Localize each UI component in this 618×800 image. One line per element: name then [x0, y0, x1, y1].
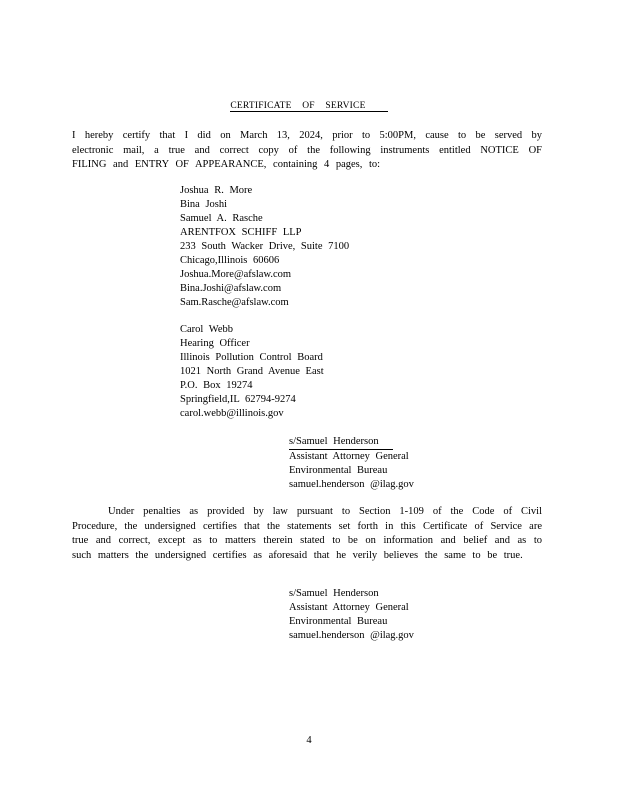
recipient-2-line: 1021 North Grand Avenue East — [180, 366, 324, 377]
recipient-1-line: Samuel A. Rasche — [180, 213, 263, 224]
signature-name: s/Samuel Henderson — [289, 435, 393, 450]
document-title — [0, 101, 618, 111]
page-number: 4 — [306, 735, 312, 746]
recipient-1-line: Bina Joshi — [180, 199, 228, 210]
signature-bureau: Environmental Bureau — [289, 465, 388, 476]
intro-paragraph: I hereby certify that I did on March 13, 2024, prior to 5:00PM, cause to be served by electronic mail, a true and correct copy of the following instruments entitled NOTICE OF FILING and ENTRY OF APPEARANCE, containing 4 pages, to: — [72, 130, 542, 170]
signature-title: Assistant Attorney General — [289, 451, 409, 462]
signature-title: Assistant Attorney General — [289, 602, 409, 613]
recipient-2-line: Carol Webb — [180, 324, 233, 335]
recipient-1-line: Joshua R. More — [180, 185, 253, 196]
recipient-1-line: ARENTFOX SCHIFF LLP — [180, 227, 302, 238]
recipient-2-line: Hearing Officer — [180, 338, 250, 349]
signature-email: samuel.henderson @ilag.gov — [289, 479, 414, 490]
signature-block-2 — [289, 587, 414, 643]
document-title-text: CERTIFICATE OF SERVICE — [230, 101, 387, 112]
recipient-2-line: P.O. Box 19274 — [180, 380, 253, 391]
recipient-block-2 — [180, 323, 324, 421]
recipient-1-email: Joshua.More@afslaw.com — [180, 269, 292, 280]
recipient-2-line: Illinois Pollution Control Board — [180, 352, 323, 363]
recipient-1-line: Chicago,Illinois 60606 — [180, 255, 280, 266]
recipient-2-line: Springfield,IL 62794-9274 — [180, 394, 296, 405]
recipient-1-email: Bina.Joshi@afslaw.com — [180, 283, 282, 294]
signature-name: s/Samuel Henderson — [289, 588, 379, 599]
signature-block-1 — [289, 435, 414, 492]
recipient-2-email: carol.webb@illinois.gov — [180, 408, 284, 419]
recipient-block-1 — [180, 184, 349, 310]
signature-email: samuel.henderson @ilag.gov — [289, 630, 414, 641]
penalty-paragraph: Under penalties as provided by law pursuant to Section 1-109 of the Code of Civil Procedure, the undersigned certifies that the statements set forth in this Certificate of Service are true and correct, except as to matters therein stated to be on information and belief and as to such matters the undersigned certifies as aforesaid that he verily believes the same to be true. — [72, 506, 542, 561]
recipient-1-email: Sam.Rasche@afslaw.com — [180, 297, 289, 308]
recipient-1-line: 233 South Wacker Drive, Suite 7100 — [180, 241, 350, 252]
signature-bureau: Environmental Bureau — [289, 616, 388, 627]
